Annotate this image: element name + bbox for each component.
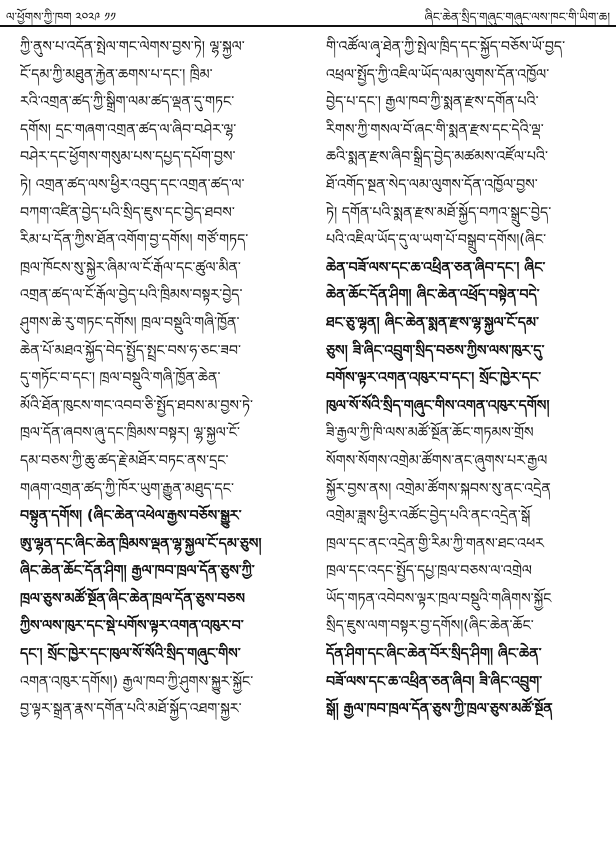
running-header <box>0 0 616 26</box>
text-line: ཤུགས་ཆེ་རུ་གཏང་དགོས། ཁྲལ་བསྡུའི་གཞི་ཁྱོན་ <box>20 314 240 331</box>
text-line: ཆེན་ཆོང་དོན་ཤིག། ཞིང་ཆེན་འཕྲོད་བསྟེན་བདེ་ <box>326 287 540 304</box>
text-line: ཀྱི་ནུས་པ་འདོན་སྤེལ་གང་ལེགས་བྱས་ཏེ། ལྷ་སྐྱལ་ <box>20 39 245 55</box>
text-line: ཁྲལ་དང་ནང་འདྲེན་གྱི་རིམ་ཀྱི་གནས་ཐང་འཕར <box>326 535 545 552</box>
text-line: ཆེན་པོ་མཐའ་སྐྱོད་བེད་སྤྱོད་སྤྲང་བས་ཧ་ཅང་ཟབ་ <box>20 342 241 359</box>
text-line: དགོས། དྲང་གཞག་འགྲན་ཚད་ལ་ཞིབ་བཤེར་ལྷ་ <box>20 121 237 138</box>
text-line: འགན་འཁུར་དགོས།) རྒྱལ་ཁབ་ཀྱི་ཤུགས་སྐྱུར་སྐྱོང་ <box>20 673 254 690</box>
header-publication-title: ཞིང་ཆེན་སྲིད་གཞུང་གཞུང་ལས་ཁང་གི་ཡིག་ཆ། <box>424 10 610 24</box>
text-line: དོན་ཤིག་དང་ཞིང་ཆེན་བོར་སྲིད་ཤིག། ཞིང་ཆེན་ <box>326 646 542 663</box>
text-line: ཏེ། འགྲན་ཚད་ལས་ཕྱིར་འབུད་དང་འགྲན་ཚད་ལ་ <box>20 176 245 193</box>
text-line: ཁྲལ་ཁོངས་སུ་སྐྱེར་ཞིམ་ལ་ངོ་རྒོལ་དང་ཚུལ་མིན་ <box>20 259 241 276</box>
text-line: སྒོ། རྒྱལ་ཁབ་ཁྲལ་དོན་ཅུས་ཀྱི་ཁྲལ་ཅུས་མཚོ་སྔོན <box>326 701 553 718</box>
text-line: ཐོ་འགོད་སྔན་སེད་ལམ་ལུགས་དོན་འཁྱོལ་བྱས་ <box>326 176 538 193</box>
text-line: ཁྲལ་དང་འདང་སྤྱོད་དཔྱ་ཁྲལ་བཅས་ལ་འགྲེལ <box>326 563 532 580</box>
text-line: དུ་གཏོང་བ་དང་། ཁྲལ་བསྡུའི་གཞི་ཁྱོན་ཆེན་ <box>20 370 221 387</box>
text-line: སྐྱོར་བྱས་ནས། འགྲེམ་ཚོགས་སྐབས་སུ་ནང་འདྲེན <box>326 480 551 497</box>
text-line: པའི་འཇིལ་ཡོད་དུ་ལ་ཡག་པོ་བསྒྲུབ་དགོས།(ཞིང་ <box>326 232 547 249</box>
text-line: བྱེད་པ་དང་། རྒྱལ་ཁབ་ཀྱི་སྨན་རྫས་དགོན་པའི་ <box>326 94 539 111</box>
text-line: ཆའི་སྨན་རྫས་ཞིབ་སྒྲིད་བྱེད་མཚམས་འཛོལ་པའི་ <box>326 149 548 166</box>
text-line: རིགས་ཀྱི་གསལ་བོ་ཞང་གི་སྨན་རྫས་དང་དེའི་ལྡ་ <box>326 121 544 138</box>
text-line: ཐང་ཅུ་ལྷན། ཞིང་ཆེན་སྨན་རྫས་ལྷ་སྐྱལ་ངོ་དམ་ <box>326 314 539 331</box>
text-line: རིམ་པ་དོན་ཀྱིས་ཐོན་འགོག་བྱ་དགོས། གཙོ་གཏད་ <box>20 232 249 249</box>
text-line: ཁྲལ་དོན་ཞབས་ཞུ་དང་ཁྲིམས་བསྟར། ལྷ་སྐྱལ་ངོ་ <box>20 425 240 442</box>
text-line: འགྲེམ་ཟླས་ཕྱིར་འཚོང་བྱེད་པའི་ནང་འདྲེན་སྒོ <box>326 508 531 525</box>
text-line: ཁུལ་སོ་སོའི་སྲིད་གཞུང་གིས་འགན་འཁུར་དགོས། <box>326 397 550 414</box>
text-line: རའི་འགྲན་ཚད་ཀྱི་སྒྲིག་ལམ་ཚད་ལྡན་དུ་གཏང་ <box>20 94 235 111</box>
text-line: ཏེ། དགོན་པའི་སྨན་རྫས་མཐོ་སྐྱོད་བཀའ་སྒྲུང་བྱེད་ <box>326 204 552 221</box>
text-line: སོགས་སོགས་འགྲེམ་ཚོགས་ནང་ཞུགས་པར་རྒྱལ <box>326 452 548 469</box>
text-line: དམ་བཅས་ཀྱི་ཆུ་ཚད་རྗེ་མཐོར་བཏང་ནས་དྲང་ <box>20 452 229 469</box>
text-line: བསྟུན་དགོས། (ཞིང་ཆེན་འཕེལ་རྒྱས་བཅོས་སྒྱུར་ <box>20 508 242 525</box>
text-line: ངོ་དམ་ཀྱི་མཐུན་རྐྱེན་ཆགས་པ་དང་། ཁྲིམ་ <box>20 66 213 83</box>
text-line: ཀྱིས་ལས་ཁུར་དང་སྡེ་པགོས་ལྟར་འགན་འཁུར་བ་ <box>20 618 244 635</box>
text-line: ཨུ་ལྷན་དང་ཞིང་ཆེན་ཁྲིམས་ལྡན་ལྷ་སྐྱལ་ངོ་དམ་ཅུས། <box>20 535 262 552</box>
text-line: བཤེར་དང་ཕྱོགས་གསུམ་པས་དཔྱད་དཔོག་བྱས་ <box>20 149 236 166</box>
left-text-column <box>20 34 296 846</box>
text-line: འགྲན་ཚད་ལ་ངོ་རྒོལ་བྱེད་པའི་ཁྲིམས་བསྟར་བྱེད་ <box>20 287 243 304</box>
text-line: ཅུས། ཟི་ཞིང་འབྲུག་སྲིད་བཅས་ཀྱིས་ལས་ཁུར་དུ་ <box>326 342 545 359</box>
text-line: དང་། སྲོང་ཁྱེར་དང་ཁུལ་སོ་སོའི་སྲིད་གཞུང་གིས་ <box>20 646 241 663</box>
header-rule <box>0 25 616 27</box>
text-line: གཞག་འགྲན་ཚད་ཀྱི་ཁོར་ཡུག་རྒྱུན་མཐུད་དང་ <box>20 480 234 497</box>
text-line: བགོས་ལྟར་འགན་འཁུར་བ་དང་། སྲོང་ཁྱེར་དང་ <box>326 370 542 387</box>
text-line: ཟི་རྒྱལ་ཀྱི་ཁི་ལས་མཚོ་སྔོན་ཆོང་གཏམས་གྲོས <box>326 425 534 442</box>
text-line: འཕྲལ་སྤྱོད་ཀྱི་འཇིལ་ཡོད་ལམ་ལུགས་དོན་འཁྱོལ་ <box>326 66 550 83</box>
text-line: ཡོད་གཏན་འབེབས་ལྟར་ཁྲལ་བསྡུའི་གཞིགས་སྐྱོང <box>326 590 552 607</box>
text-line: བཀག་འཛིན་བྱེད་པའི་སྲིད་ཇུས་དང་བྱེད་ཐབས་ <box>20 204 235 221</box>
text-line: བཟོ་ལས་དང་ཆ་འཕྲིན་ཅན་ཞིབ། ཟི་ཞིང་འབྲུག་ <box>326 673 543 690</box>
text-line: ཆེན་བཟོ་ལས་དང་ཆ་འཕྲིན་ཅན་ཞིབ་དང་། ཞིང་ <box>326 259 546 276</box>
text-line: སྲིད་ཇུས་ལག་བསྟར་བྱ་དགོས།(ཞིང་ཆེན་ཆོང་ <box>326 618 534 635</box>
right-text-column <box>326 34 602 846</box>
text-line: མོའི་ཐོན་ཁུངས་གང་འབབ་ཅི་སྤྱོད་ཐབས་མ་བྱས་ཏེ་ <box>20 397 254 414</box>
text-line: ཞིང་ཆེན་ཆོང་དོན་ཤིག། རྒྱལ་ཁབ་ཁྲལ་དོན་ཅུས་ཀྱི་ <box>20 563 255 580</box>
text-line: གི་འཚོལ་ཞྭ་ཐེན་ཀྱི་སྤེལ་ཁྲིད་དང་སྐྱོད་བཅོས་ཡོ་བྱད་ <box>326 39 566 55</box>
text-line: བྱ་ལྟར་སྒྲན་རྣས་དགོན་པའི་མཐོ་སྐྱོད་འཐག་སྐྱར་ <box>20 701 242 718</box>
header-issue-label: ལ་ཕྱོགས་ཀྱི་ཁག ༢༠༢༩ ༡༡ <box>6 10 116 24</box>
text-line: ཁྲལ་ཅུས་མཚོ་སྔོན་ཞིང་ཆེན་ཁྲལ་དོན་ཅུས་བཅས <box>20 590 245 607</box>
